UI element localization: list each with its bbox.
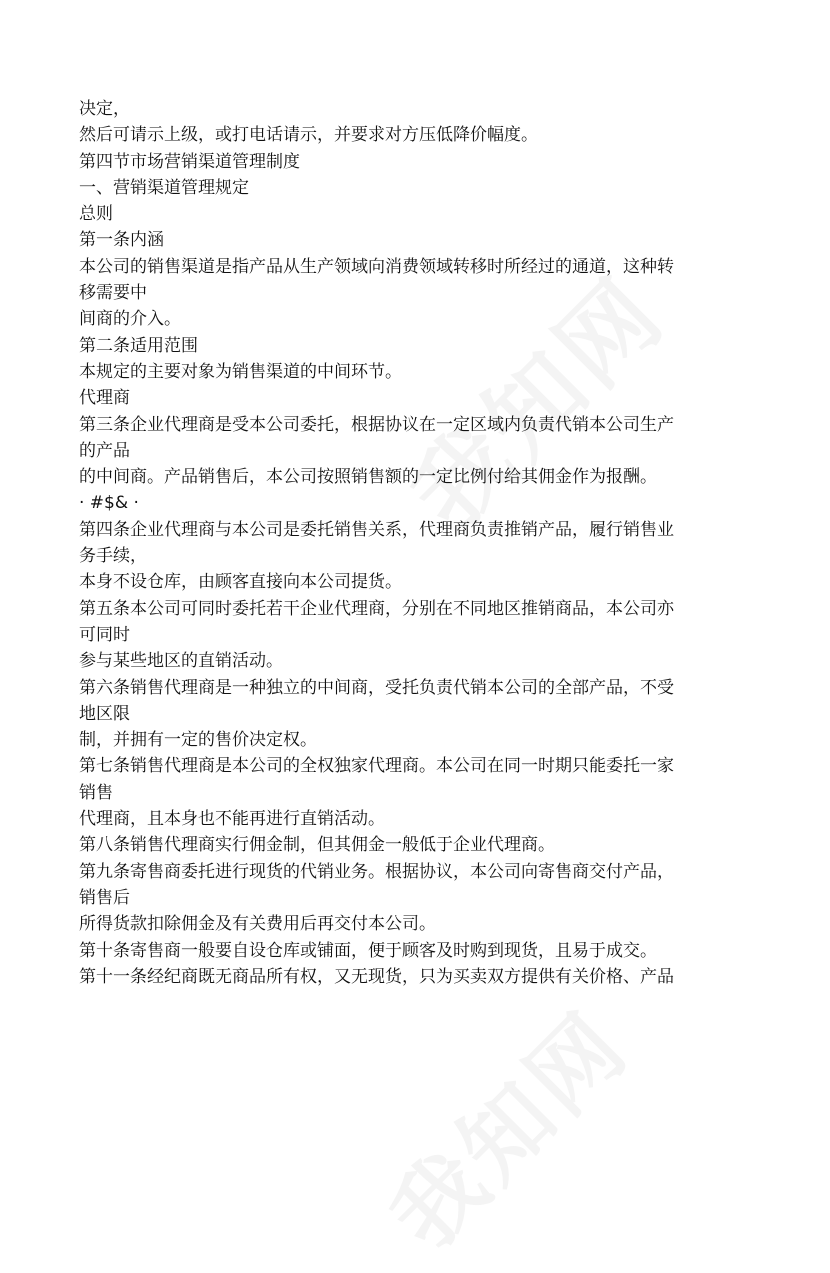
article-heading: 第二条适用范围 — [79, 335, 198, 356]
subsection-heading: 总则 — [79, 204, 113, 225]
document-body — [79, 96, 759, 990]
text-line: · #$& · — [79, 493, 139, 514]
text-line: 第十条寄售商一般要自设仓库或铺面，便于顾客及时购到现货，且易于成交。 — [79, 940, 657, 961]
article-heading: 第一条内涵 — [79, 230, 164, 251]
text-line: 第九条寄售商委托进行现货的代销业务。根据协议，本公司向寄售商交付产品， — [79, 861, 674, 882]
text-line: 的中间商。产品销售后，本公司按照销售额的一定比例付给其佣金作为报酬。 — [79, 467, 657, 488]
text-line: 第五条本公司可同时委托若干企业代理商，分别在不同地区推销商品，本公司亦 — [79, 598, 674, 619]
subsection-heading: 一、营销渠道管理规定 — [79, 177, 249, 198]
text-line: 本规定的主要对象为销售渠道的中间环节。 — [79, 361, 402, 382]
section-heading: 第四节市场营销渠道管理制度 — [79, 151, 300, 172]
text-line: 决定， — [79, 99, 130, 119]
text-line: 然后可请示上级，或打电话请示，并要求对方压低降价幅度。 — [79, 125, 538, 146]
subsection-heading: 代理商 — [79, 388, 130, 409]
watermark-text — [356, 977, 652, 1273]
text-line: 第八条销售代理商实行佣金制，但其佣金一般低于企业代理商。 — [79, 835, 555, 856]
text-line: 移需要中 — [79, 283, 147, 304]
text-line: 间商的介入。 — [79, 309, 181, 330]
text-line: 地区限 — [79, 703, 130, 724]
text-line: 第四条企业代理商与本公司是委托销售关系，代理商负责推销产品，履行销售业 — [79, 519, 674, 540]
text-line: 销售 — [79, 782, 113, 803]
text-line: 销售后 — [79, 887, 130, 908]
text-line: 参与某些地区的直销活动。 — [79, 651, 283, 672]
text-line: 第三条企业代理商是受本公司委托，根据协议在一定区域内负责代销本公司生产 — [79, 414, 674, 435]
text-line: 第十一条经纪商既无商品所有权，又无现货，只为买卖双方提供有关价格、产品 — [79, 966, 674, 987]
text-line: 制，并拥有一定的售价决定权。 — [79, 730, 317, 751]
text-line: 本公司的销售渠道是指产品从生产领域向消费领域转移时所经过的通道，这种转 — [79, 256, 674, 277]
text-line: 务手续， — [79, 546, 147, 567]
text-line: 本身不设仓库，由顾客直接向本公司提货。 — [79, 572, 402, 593]
text-line: 代理商，且本身也不能再进行直销活动。 — [79, 809, 385, 830]
text-line: 可同时 — [79, 624, 130, 645]
text-line: 的产品 — [79, 440, 130, 461]
text-line: 所得货款扣除佣金及有关费用后再交付本公司。 — [79, 914, 436, 935]
text-line: 第六条销售代理商是一种独立的中间商，受托负责代销本公司的全部产品，不受 — [79, 677, 674, 698]
text-line: 第七条销售代理商是本公司的全权独家代理商。本公司在同一时期只能委托一家 — [79, 756, 674, 777]
